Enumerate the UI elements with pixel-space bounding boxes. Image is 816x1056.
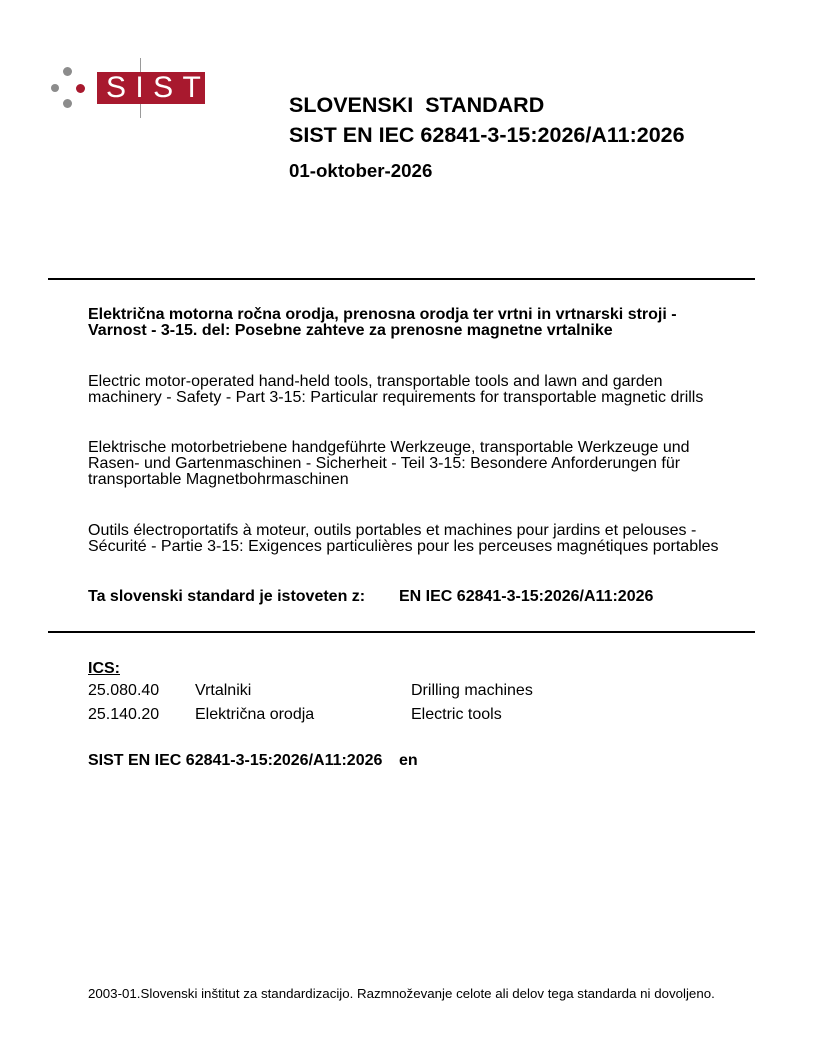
publication-date: 01-oktober-2026: [289, 160, 433, 181]
title-english: [88, 374, 703, 406]
title-en-line: Electric motor-operated hand-held tools, transportable tools and lawn and garden: [88, 373, 663, 390]
logo-dot-left-icon: [51, 84, 59, 92]
standard-label: SLOVENSKI STANDARD: [289, 93, 545, 117]
ics-code: 25.140.20: [88, 706, 160, 723]
reference-code: SIST EN IEC 62841-3-15:2026/A11:2026: [88, 752, 383, 769]
identity-label: Ta slovenski standard je istoveten z:: [88, 588, 366, 605]
copyright-footer: 2003-01.Slovenski inštitut za standardizacijo. Razmnoževanje celote ali delov tega standarda ni dovoljeno.: [88, 986, 715, 1001]
reference-language: en: [399, 752, 418, 769]
title-de-line: Rasen- und Gartenmaschinen - Sicherheit - Teil 3-15: Besondere Anforderungen für: [88, 455, 681, 472]
ics-name-sl: Vrtalniki: [195, 682, 252, 699]
standard-code: SIST EN IEC 62841-3-15:2026/A11:2026: [289, 123, 685, 147]
ics-code: 25.080.40: [88, 682, 160, 699]
title-sl-line: Varnost - 3-15. del: Posebne zahteve za prenosne magnetne vrtalnike: [88, 322, 613, 339]
title-fr-line: Sécurité - Partie 3-15: Exigences particulières pour les perceuses magnétiques portables: [88, 538, 719, 555]
title-en-line: machinery - Safety - Part 3-15: Particular requirements for transportable magnetic drills: [88, 389, 704, 406]
logo-dot-bottom-icon: [63, 99, 72, 108]
title-german: [88, 440, 690, 488]
logo-text: SIST: [106, 71, 211, 104]
ics-name-en: Drilling machines: [411, 682, 533, 699]
divider-top: [48, 278, 755, 280]
title-sl-line: Električna motorna ročna orodja, prenosna orodja ter vrtni in vrtnarski stroji -: [88, 306, 677, 323]
title-slovenian: [88, 307, 677, 339]
title-de-line: Elektrische motorbetriebene handgeführte Werkzeuge, transportable Werkzeuge und: [88, 439, 690, 456]
ics-name-en: Electric tools: [411, 706, 502, 723]
identity-value: EN IEC 62841-3-15:2026/A11:2026: [399, 588, 654, 605]
ics-name-sl: Električna orodja: [195, 706, 315, 723]
title-fr-line: Outils électroportatifs à moteur, outils portables et machines pour jardins et pelouses -: [88, 522, 697, 539]
divider-bottom: [48, 631, 755, 633]
title-french: [88, 523, 719, 555]
title-de-line: transportable Magnetbohrmaschinen: [88, 471, 349, 488]
ics-heading: ICS:: [88, 660, 120, 677]
logo-dot-top-icon: [63, 67, 72, 76]
logo-dot-red-icon: [76, 84, 85, 93]
